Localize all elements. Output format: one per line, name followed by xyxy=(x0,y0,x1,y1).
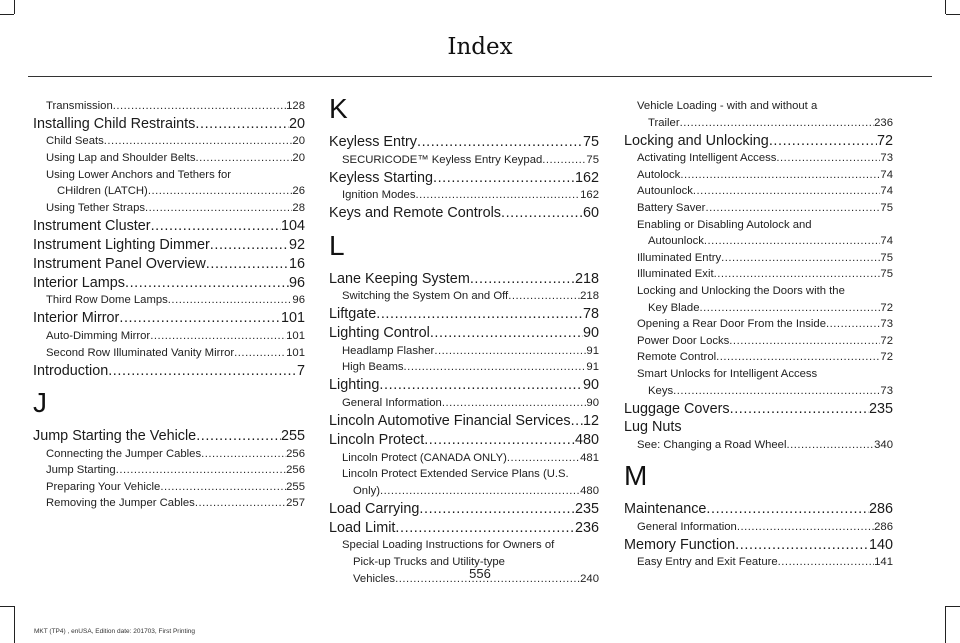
index-subentry[interactable]: Headlamp Flasher ..... 91 xyxy=(329,343,599,360)
index-subentry[interactable]: Illuminated Exit ..... 75 xyxy=(624,266,893,283)
index-entry[interactable]: Locking and Unlocking ..... 72 xyxy=(624,132,893,151)
dot-leader xyxy=(116,462,286,479)
dot-leader xyxy=(680,167,880,184)
crop-mark-top-right-v xyxy=(945,0,946,14)
index-entry[interactable]: Instrument Cluster ..... 104 xyxy=(33,217,305,236)
index-subentry[interactable]: Only) ..... 480 xyxy=(329,483,599,500)
index-entry[interactable]: Keys and Remote Controls ..... 60 xyxy=(329,204,599,223)
index-entry[interactable]: Installing Child Restraints ..... 20 xyxy=(33,115,305,134)
index-entry[interactable]: Load Carrying ..... 235 xyxy=(329,500,599,519)
dot-leader xyxy=(786,437,874,454)
index-subentry[interactable]: Trailer ..... 236 xyxy=(624,115,893,132)
section-letter-l: L xyxy=(329,229,345,261)
dot-leader xyxy=(776,150,880,167)
dot-leader xyxy=(433,169,575,188)
index-subentry[interactable]: Jump Starting ..... 256 xyxy=(33,462,305,479)
index-entry[interactable]: Jump Starting the Vehicle ..... 255 xyxy=(33,427,305,446)
dot-leader xyxy=(404,359,587,376)
index-entry[interactable]: Lighting ..... 90 xyxy=(329,376,599,395)
index-subentry[interactable]: Preparing Your Vehicle ..... 255 xyxy=(33,479,305,496)
dot-leader xyxy=(442,395,587,412)
dot-leader xyxy=(716,349,880,366)
index-entry-heading: Lug Nuts xyxy=(624,419,682,436)
section-letter-j: J xyxy=(33,387,47,419)
dot-leader xyxy=(168,292,293,309)
dot-leader xyxy=(735,536,869,555)
index-subentry-line: Special Loading Instructions for Owners of xyxy=(342,539,555,552)
index-subentry[interactable]: Vehicles ..... 240 xyxy=(329,571,599,588)
index-subentry[interactable]: Connecting the Jumper Cables ..... 256 xyxy=(33,446,305,463)
dot-leader xyxy=(501,204,583,223)
index-entry[interactable]: Lane Keeping System ..... 218 xyxy=(329,270,599,289)
index-subentry[interactable]: See: Changing a Road Wheel ..... 340 xyxy=(624,437,893,454)
dot-leader xyxy=(104,133,293,150)
dot-leader xyxy=(234,345,286,362)
index-subentry[interactable]: Battery Saver ..... 75 xyxy=(624,200,893,217)
index-subentry[interactable]: Auto-Dimming Mirror ..... 101 xyxy=(33,328,305,345)
index-entry[interactable]: Interior Mirror ..... 101 xyxy=(33,309,305,328)
section-letter-k: K xyxy=(329,93,348,124)
index-subentry-line: Vehicle Loading - with and without a xyxy=(637,100,818,112)
dot-leader xyxy=(201,446,286,463)
index-entry[interactable]: Interior Lamps ..... 96 xyxy=(33,274,305,293)
dot-leader xyxy=(706,500,869,519)
dot-leader xyxy=(160,479,286,496)
index-column-1 xyxy=(33,98,305,512)
crop-mark-top-left-h xyxy=(0,14,14,15)
index-subentry[interactable]: Easy Entry and Exit Feature ..... 141 xyxy=(624,554,893,571)
footer-edition-info: MKT (TP4) , enUSA, Edition date: 201703, First Printing xyxy=(34,628,196,635)
index-subentry-line: Smart Unlocks for Intelligent Access xyxy=(637,367,818,380)
index-subentry-line: Pick-up Trucks and Utility-type xyxy=(353,555,505,568)
dot-leader xyxy=(195,115,289,134)
header-divider xyxy=(28,76,932,77)
index-entry[interactable]: Instrument Panel Overview ..... 16 xyxy=(33,255,305,274)
index-subentry[interactable]: Opening a Rear Door From the Inside ..... 73 xyxy=(624,316,893,333)
dot-leader xyxy=(196,427,281,446)
index-subentry[interactable]: Transmission ..... 128 xyxy=(33,98,305,114)
dot-leader xyxy=(508,288,580,305)
dot-leader xyxy=(150,328,286,345)
dot-leader xyxy=(705,200,880,217)
dot-leader xyxy=(693,183,881,200)
index-column-3 xyxy=(624,98,893,571)
crop-mark-bottom-right-h xyxy=(946,606,960,607)
index-subentry[interactable]: General Information ..... 90 xyxy=(329,395,599,412)
dot-leader xyxy=(125,274,289,293)
dot-leader xyxy=(730,400,869,419)
index-column-2 xyxy=(329,93,599,587)
index-subentry[interactable]: Lincoln Protect (CANADA ONLY) ..... 481 xyxy=(329,450,599,467)
crop-mark-bottom-left-v xyxy=(14,606,15,643)
index-entry[interactable]: Liftgate ..... 78 xyxy=(329,305,599,324)
dot-leader xyxy=(380,483,580,500)
index-subentry[interactable]: Third Row Dome Lamps ..... 96 xyxy=(33,292,305,309)
index-entry[interactable]: Luggage Covers ..... 235 xyxy=(624,400,893,419)
page-number: 556 xyxy=(469,566,491,581)
crop-mark-top-right-h xyxy=(946,14,960,15)
index-entry[interactable]: Lighting Control ..... 90 xyxy=(329,324,599,343)
dot-leader xyxy=(470,270,575,289)
index-subentry[interactable]: Switching the System On and Off ..... 218 xyxy=(329,288,599,305)
dot-leader xyxy=(542,152,586,169)
dot-leader xyxy=(434,343,586,360)
crop-mark-bottom-left-h xyxy=(0,606,14,607)
index-subentry[interactable]: Keys ..... 73 xyxy=(624,383,893,400)
dot-leader xyxy=(737,519,874,536)
dot-leader xyxy=(119,309,281,328)
dot-leader xyxy=(424,431,575,450)
dot-leader xyxy=(417,133,583,152)
index-subentry[interactable]: Key Blade ..... 72 xyxy=(624,300,893,317)
dot-leader xyxy=(415,187,580,204)
dot-leader xyxy=(704,233,881,250)
index-entry[interactable]: Introduction ..... 7 xyxy=(33,362,305,381)
index-subentry[interactable]: Using Tether Straps ..... 28 xyxy=(33,200,305,217)
dot-leader xyxy=(148,183,293,200)
index-entry[interactable]: Lincoln Automotive Financial Services ..... 12 xyxy=(329,412,599,431)
index-entry[interactable]: Memory Function ..... 140 xyxy=(624,536,893,555)
crop-mark-bottom-right-v xyxy=(945,606,946,643)
dot-leader xyxy=(721,250,880,267)
index-subentry[interactable]: Autounlock ..... 74 xyxy=(624,233,893,250)
index-subentry[interactable]: Second Row Illuminated Vanity Mirror ..... 101 xyxy=(33,345,305,362)
dot-leader xyxy=(210,236,289,255)
dot-leader xyxy=(195,150,292,167)
index-subentry[interactable]: Autounlock ..... 74 xyxy=(624,183,893,200)
index-subentry[interactable]: Child Seats ..... 20 xyxy=(33,133,305,150)
page-title: Index xyxy=(447,34,513,60)
index-subentry-line: Using Lower Anchors and Tethers for xyxy=(46,168,232,181)
dot-leader xyxy=(206,255,289,274)
index-subentry-line: Lincoln Protect Extended Service Plans (U.S. xyxy=(342,468,569,481)
index-subentry-line: Locking and Unlocking the Doors with the xyxy=(637,284,845,297)
dot-leader xyxy=(507,450,580,467)
crop-mark-top-left-v xyxy=(14,0,15,14)
dot-leader xyxy=(769,132,877,151)
dot-leader xyxy=(113,98,286,114)
index-entry[interactable]: Keyless Entry ..... 75 xyxy=(329,133,599,152)
index-subentry[interactable]: General Information ..... 286 xyxy=(624,519,893,536)
dot-leader xyxy=(673,383,880,400)
dot-leader xyxy=(571,412,583,431)
dot-leader xyxy=(195,495,286,512)
index-subentry[interactable]: Using Lap and Shoulder Belts ..... 20 xyxy=(33,150,305,167)
dot-leader xyxy=(395,519,575,538)
dot-leader xyxy=(680,115,875,132)
index-subentry-line: Enabling or Disabling Autolock and xyxy=(637,218,812,231)
dot-leader xyxy=(419,500,575,519)
index-subentry[interactable]: SECURICODE™ Keyless Entry Keypad ..... 75 xyxy=(329,152,599,169)
dot-leader xyxy=(379,376,583,395)
index-entry[interactable]: Lincoln Protect ..... 480 xyxy=(329,431,599,450)
index-subentry[interactable]: CHildren (LATCH) ..... 26 xyxy=(33,183,305,200)
dot-leader xyxy=(108,362,297,381)
dot-leader xyxy=(729,333,880,350)
index-subentry[interactable]: Removing the Jumper Cables ..... 257 xyxy=(33,495,305,512)
index-entry[interactable]: Instrument Lighting Dimmer ..... 92 xyxy=(33,236,305,255)
index-subentry[interactable]: Power Door Locks ..... 72 xyxy=(624,333,893,350)
index-subentry[interactable]: Activating Intelligent Access ..... 73 xyxy=(624,150,893,167)
dot-leader xyxy=(430,324,583,343)
dot-leader xyxy=(151,217,281,236)
index-entry[interactable]: Load Limit ..... 236 xyxy=(329,519,599,538)
dot-leader xyxy=(714,266,881,283)
index-entry[interactable]: Keyless Starting ..... 162 xyxy=(329,169,599,188)
index-subentry[interactable]: Ignition Modes ..... 162 xyxy=(329,187,599,204)
section-letter-m: M xyxy=(624,460,648,492)
dot-leader xyxy=(826,316,880,333)
index-subentry[interactable]: High Beams ..... 91 xyxy=(329,359,599,376)
dot-leader xyxy=(376,305,583,324)
index-subentry[interactable]: Remote Control ..... 72 xyxy=(624,349,893,366)
index-subentry[interactable]: Illuminated Entry ..... 75 xyxy=(624,250,893,267)
index-subentry[interactable]: Autolock ..... 74 xyxy=(624,167,893,184)
index-entry[interactable]: Maintenance ..... 286 xyxy=(624,500,893,519)
dot-leader xyxy=(145,200,292,217)
dot-leader xyxy=(700,300,881,317)
